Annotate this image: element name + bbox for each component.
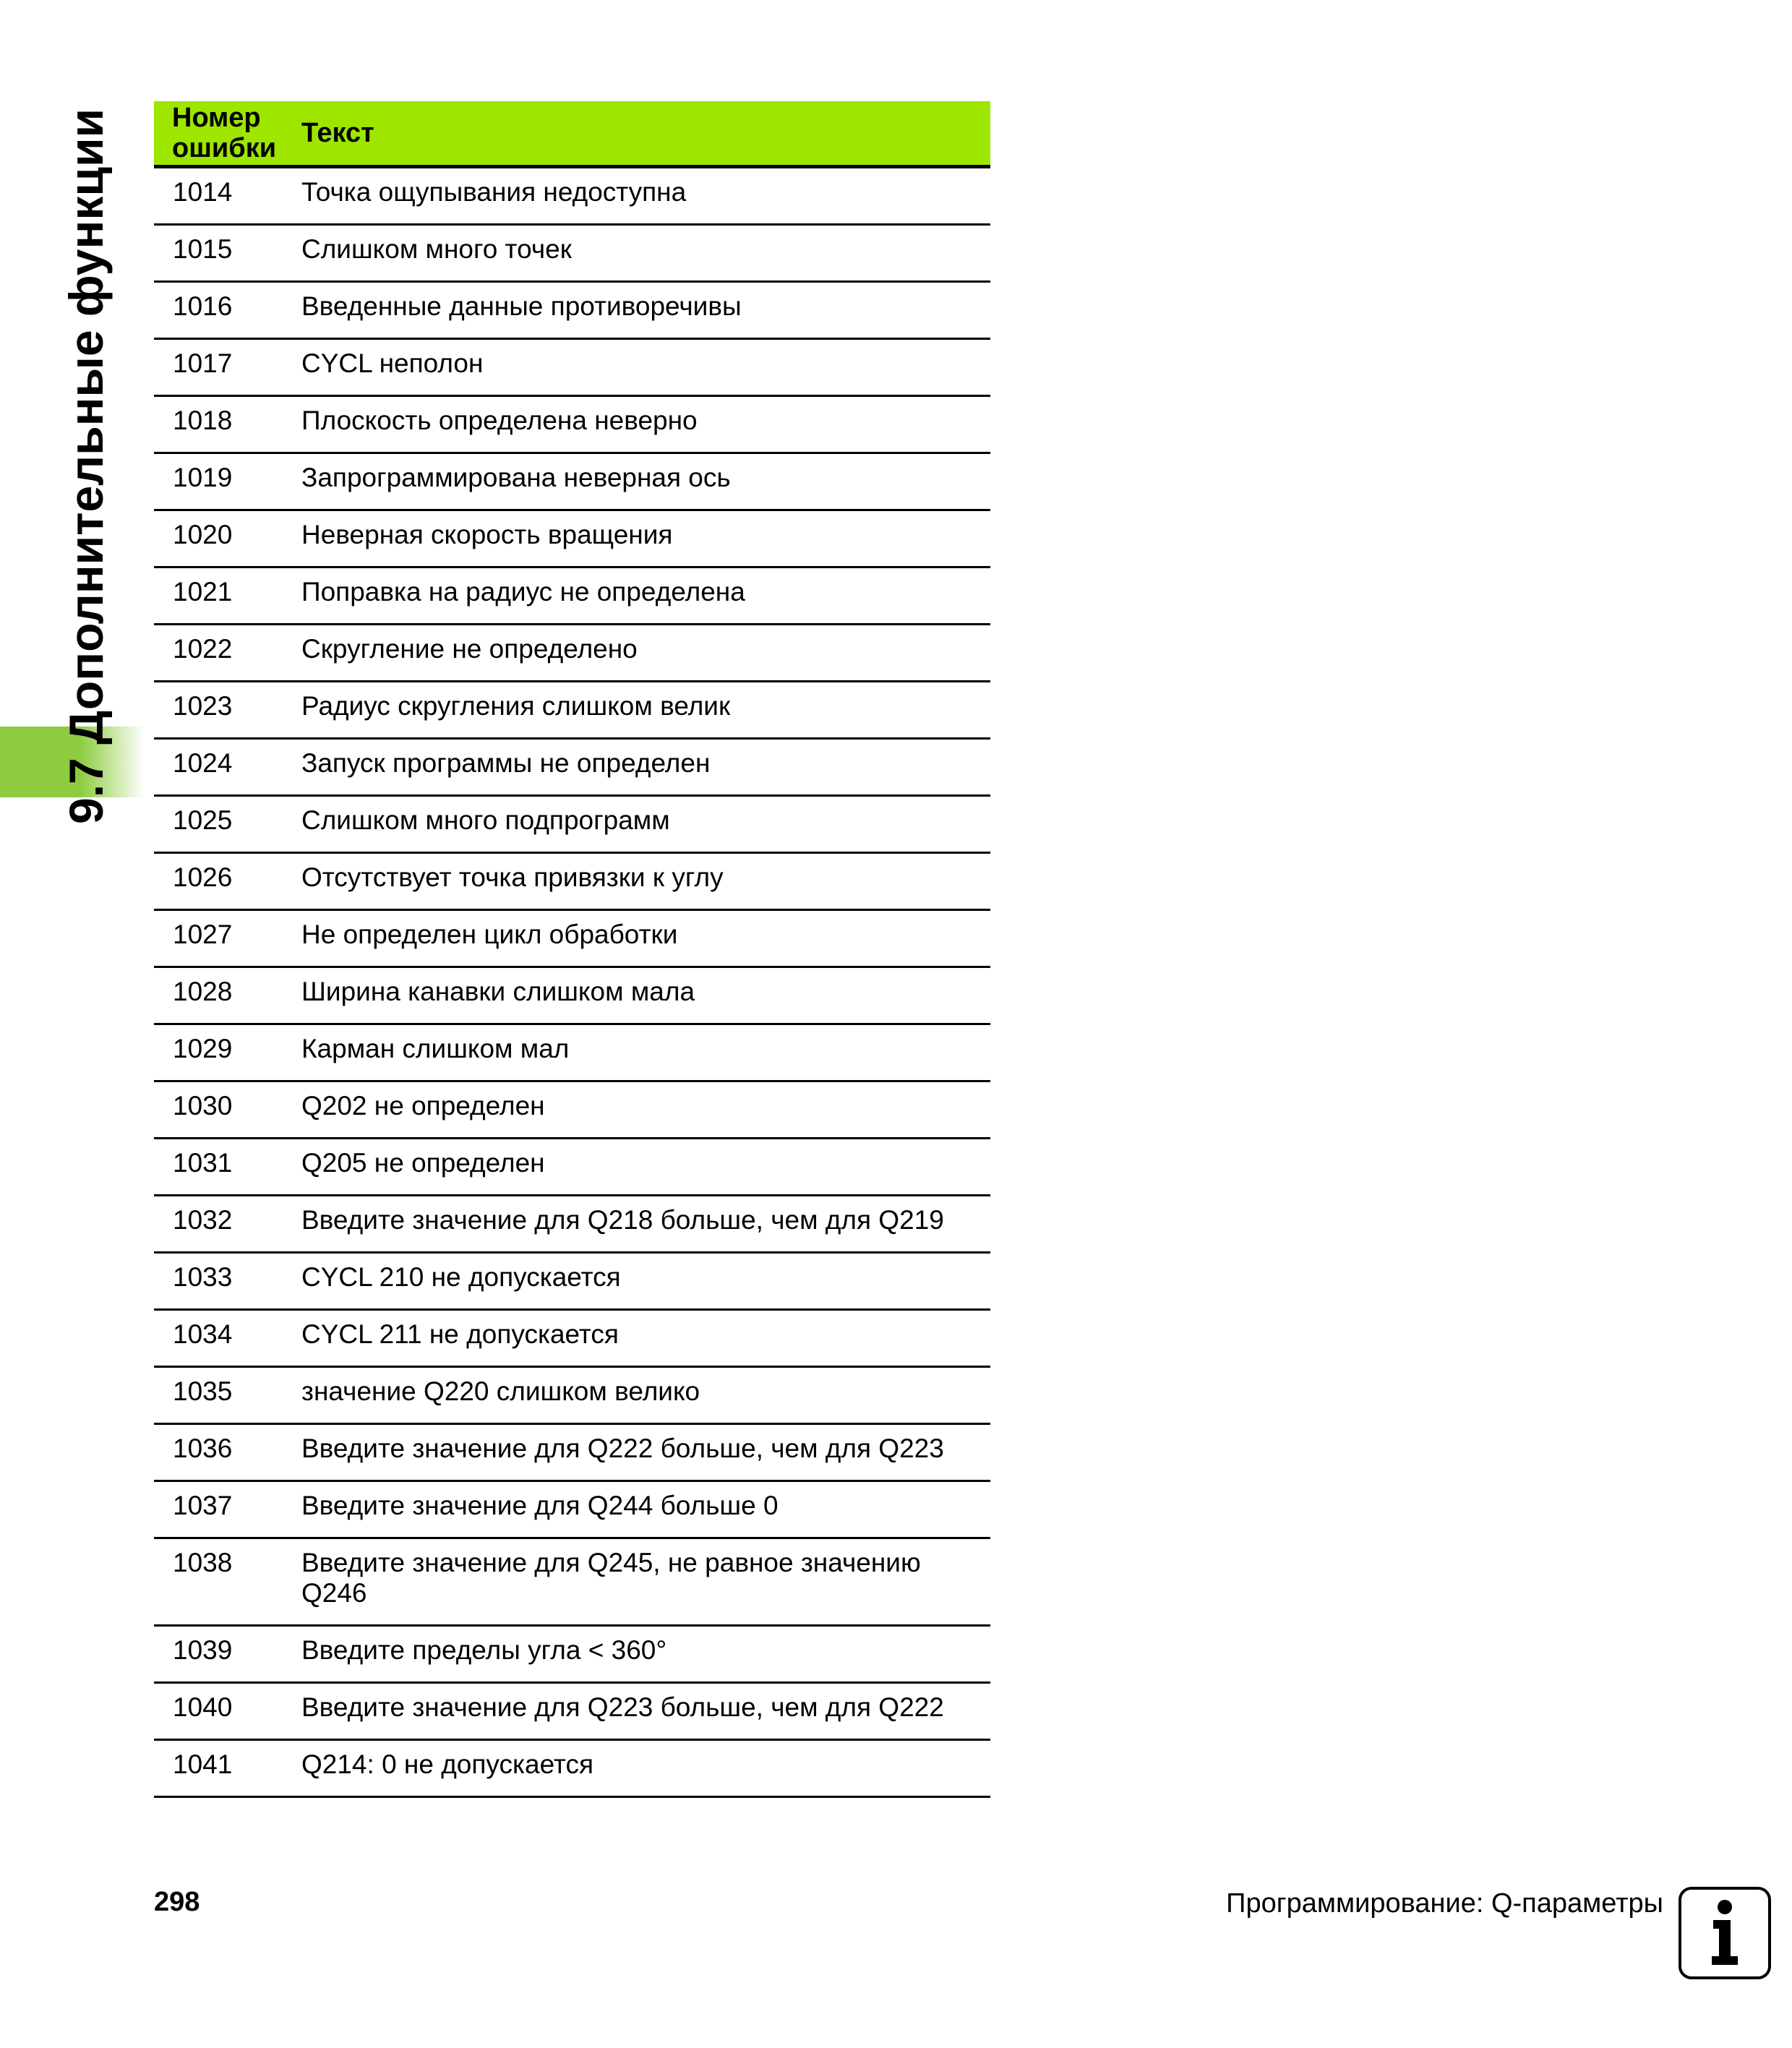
error-code: 1021 xyxy=(173,577,233,607)
error-text: Введите значение для Q223 больше, чем для Q222 xyxy=(301,1692,944,1722)
error-text: Плоскость определена неверно xyxy=(301,406,698,435)
error-code: 1030 xyxy=(173,1091,233,1121)
error-text: Q214: 0 не допускается xyxy=(301,1749,594,1779)
table-row xyxy=(154,911,990,968)
page-number: 298 xyxy=(154,1887,200,1917)
error-text: Введенные данные противоречивы xyxy=(301,291,742,321)
error-code: 1027 xyxy=(173,920,233,949)
error-code: 1031 xyxy=(173,1148,233,1178)
table-row xyxy=(154,1539,990,1627)
table-row xyxy=(154,1311,990,1368)
table-row xyxy=(154,854,990,911)
error-code: 1032 xyxy=(173,1205,233,1235)
table-row xyxy=(154,568,990,625)
table-row xyxy=(154,226,990,283)
error-text: Введите значение для Q244 больше 0 xyxy=(301,1491,779,1520)
table-row xyxy=(154,1139,990,1196)
error-text: Карман слишком мал xyxy=(301,1034,570,1063)
table-row xyxy=(154,283,990,340)
error-text: Неверная скорость вращения xyxy=(301,520,673,549)
table-row xyxy=(154,1627,990,1684)
table-row xyxy=(154,1368,990,1425)
header-error-number xyxy=(154,103,301,163)
error-code: 1040 xyxy=(173,1692,233,1722)
table-header xyxy=(154,101,990,168)
error-code: 1017 xyxy=(173,348,233,378)
footer-title: Программирование: Q-параметры xyxy=(1226,1888,1663,1919)
error-code: 1034 xyxy=(173,1319,233,1349)
table-body xyxy=(154,168,990,1798)
error-text: Q205 не определен xyxy=(301,1148,545,1178)
error-text: Не определен цикл обработки xyxy=(301,920,678,949)
error-text: Точка ощупывания недоступна xyxy=(301,177,687,207)
error-code: 1041 xyxy=(173,1749,233,1779)
error-code: 1015 xyxy=(173,234,233,264)
table-row xyxy=(154,1425,990,1482)
error-code: 1026 xyxy=(173,862,233,892)
table-row xyxy=(154,340,990,397)
table-row xyxy=(154,625,990,682)
table-row xyxy=(154,740,990,797)
error-code: 1039 xyxy=(173,1635,233,1665)
error-text: Q202 не определен xyxy=(301,1091,545,1121)
header-text: Текст xyxy=(301,118,374,148)
error-text: CYCL неполон xyxy=(301,348,484,378)
error-code: 1033 xyxy=(173,1262,233,1292)
error-code: 1023 xyxy=(173,691,233,721)
table-row xyxy=(154,1082,990,1139)
error-text: Введите значение для Q218 больше, чем для Q219 xyxy=(301,1205,944,1235)
error-code: 1036 xyxy=(173,1434,233,1463)
table-row xyxy=(154,968,990,1025)
error-text: Радиус скругления слишком велик xyxy=(301,691,731,721)
error-text: Введите пределы угла < 360° xyxy=(301,1635,667,1665)
error-code: 1024 xyxy=(173,748,233,778)
error-code: 1020 xyxy=(173,520,233,549)
table-row xyxy=(154,1254,990,1311)
error-code: 1025 xyxy=(173,805,233,835)
chapter-heading: 9.7 Дополнительные функции xyxy=(59,108,113,824)
error-text: Поправка на радиус не определена xyxy=(301,577,745,607)
table-row xyxy=(154,511,990,568)
header-error-number-label: Номер ошибки xyxy=(172,103,277,163)
error-table xyxy=(154,101,990,1798)
error-code: 1029 xyxy=(173,1034,233,1063)
error-code: 1018 xyxy=(173,406,233,435)
error-text: Введите значение для Q245, не равное значению Q246 xyxy=(301,1548,921,1608)
error-text: Отсутствует точка привязки к углу xyxy=(301,862,724,892)
error-text: Слишком много подпрограмм xyxy=(301,805,670,835)
error-text: Введите значение для Q222 больше, чем для Q223 xyxy=(301,1434,944,1463)
table-row xyxy=(154,1741,990,1798)
error-text: Запрограммирована неверная ось xyxy=(301,463,731,492)
error-text: значение Q220 слишком велико xyxy=(301,1376,700,1406)
error-text: Скругление не определено xyxy=(301,634,638,664)
table-row xyxy=(154,1482,990,1539)
table-row xyxy=(154,682,990,740)
table-row xyxy=(154,1684,990,1741)
table-row xyxy=(154,1196,990,1254)
table-row xyxy=(154,168,990,226)
error-code: 1038 xyxy=(173,1548,233,1577)
error-code: 1037 xyxy=(173,1491,233,1520)
error-text: Слишком много точек xyxy=(301,234,572,264)
error-code: 1016 xyxy=(173,291,233,321)
error-code: 1035 xyxy=(173,1376,233,1406)
table-row xyxy=(154,797,990,854)
error-text: CYCL 210 не допускается xyxy=(301,1262,621,1292)
error-code: 1014 xyxy=(173,177,233,207)
error-text: CYCL 211 не допускается xyxy=(301,1319,619,1349)
error-code: 1028 xyxy=(173,977,233,1006)
error-code: 1022 xyxy=(173,634,233,664)
error-text: Запуск программы не определен xyxy=(301,748,711,778)
info-icon xyxy=(1679,1887,1771,1979)
table-row xyxy=(154,454,990,511)
table-row xyxy=(154,397,990,454)
error-code: 1019 xyxy=(173,463,233,492)
error-text: Ширина канавки слишком мала xyxy=(301,977,695,1006)
table-row xyxy=(154,1025,990,1082)
